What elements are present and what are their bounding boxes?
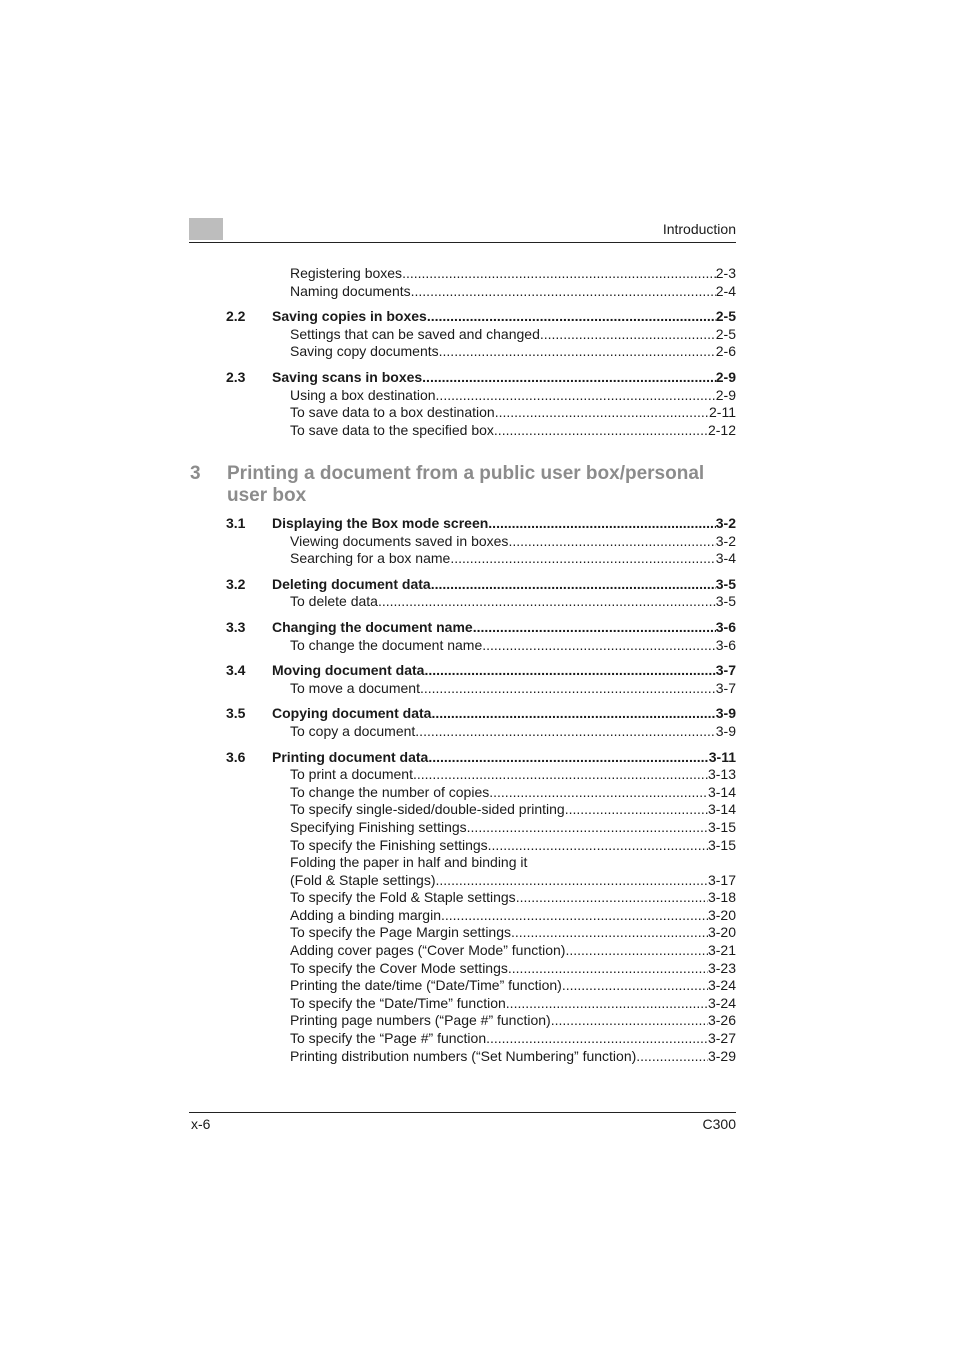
toc-leader-dots	[488, 837, 708, 855]
toc-gap	[190, 697, 736, 705]
toc-leader-dots	[431, 705, 715, 723]
toc-entry-text: Registering boxes	[290, 265, 403, 281]
toc-section-entry[interactable]	[190, 576, 736, 594]
toc-page-number: 2-5	[715, 308, 736, 325]
toc-leader-dots	[516, 889, 708, 907]
toc-leader-dots	[378, 593, 716, 611]
toc-entry-text: Deleting document data	[272, 575, 431, 592]
toc-subentry[interactable]	[190, 343, 736, 361]
toc-subentry[interactable]	[190, 387, 736, 405]
toc-leader-dots	[431, 576, 716, 594]
toc-leader-dots	[489, 784, 708, 802]
toc-entry-number	[190, 907, 290, 925]
toc-page-number: 3-20	[707, 924, 736, 941]
toc-page-number: 3-24	[707, 994, 736, 1011]
toc-entry-number	[190, 422, 290, 440]
toc-entry-text: To change the document name	[290, 636, 483, 653]
toc-leader-dots	[551, 1012, 708, 1030]
toc-entry-number	[190, 1012, 290, 1030]
toc-entry-number	[190, 533, 290, 551]
toc-page-number: 2-9	[715, 368, 736, 385]
toc-entry-text: To save data to the specified box	[290, 421, 494, 438]
toc-page-number: 3-9	[715, 722, 736, 739]
toc-entry-text: To save data to a box destination	[290, 404, 495, 421]
toc-entry-text: Displaying the Box mode screen	[272, 515, 489, 531]
toc-entry-text: To change the number of copies	[290, 783, 490, 800]
toc-entry-number	[190, 960, 290, 978]
toc-entry-text: Printing page numbers (“Page #” function)	[290, 1012, 551, 1029]
toc-subentry[interactable]	[190, 960, 736, 978]
toc-entry-number: 2.2	[226, 308, 246, 325]
toc-leader-dots	[411, 283, 716, 301]
toc-subentry[interactable]	[190, 907, 736, 925]
footer-model: C300	[702, 1116, 736, 1132]
toc-entry-number	[190, 784, 290, 802]
toc-entry-number	[190, 977, 290, 995]
toc-gap	[190, 300, 736, 308]
toc-entry-number	[190, 265, 290, 283]
toc-entry-text: To copy a document	[290, 722, 416, 739]
toc-entry-number	[190, 854, 290, 872]
toc-page-number: 3-20	[707, 906, 736, 923]
toc-entry-number	[190, 593, 290, 611]
toc-section-entry[interactable]	[190, 662, 736, 680]
chapter-heading	[190, 463, 736, 507]
toc-subentry[interactable]	[190, 995, 736, 1013]
toc-entry-text: Moving document data	[272, 662, 425, 679]
toc-leader-dots	[486, 1030, 708, 1048]
toc-entry-text: To delete data	[290, 593, 378, 610]
toc-entry-text: Copying document data	[272, 705, 432, 722]
toc-subentry[interactable]	[190, 680, 736, 698]
toc-entry-text: Printing the date/time (“Date/Time” function)	[290, 977, 562, 994]
toc-leader-dots	[402, 265, 716, 283]
toc-page-number: 3-14	[707, 783, 736, 800]
toc-leader-dots	[424, 662, 715, 680]
toc-subentry[interactable]	[190, 889, 736, 907]
toc-page-number: 3-21	[707, 942, 736, 959]
toc-leader-dots	[565, 942, 708, 960]
toc-page-number: 2-4	[715, 282, 736, 299]
toc-leader-dots	[540, 326, 716, 344]
toc-subentry[interactable]	[190, 819, 736, 837]
toc-entry-number	[190, 801, 290, 819]
toc-page-number: 3-14	[707, 801, 736, 818]
toc-entry-number	[190, 995, 290, 1013]
toc-section-entry[interactable]	[190, 619, 736, 637]
toc-entry-text: Using a box destination	[290, 386, 436, 403]
toc-subentry[interactable]	[190, 533, 736, 551]
toc-section-entry[interactable]	[190, 308, 736, 326]
toc-entry-number	[190, 404, 290, 422]
toc-subentry[interactable]	[190, 837, 736, 855]
header-tab-block	[189, 218, 223, 240]
toc-entry-number: 3.6	[226, 748, 246, 765]
toc-gap	[190, 361, 736, 369]
toc-entry-text: To move a document	[290, 679, 420, 696]
toc-page-number: 3-24	[707, 977, 736, 994]
toc-page-number: 3-5	[715, 593, 736, 610]
toc-entry-number	[190, 723, 290, 741]
footer-rule	[189, 1112, 736, 1113]
toc-leader-dots	[441, 907, 708, 925]
toc-entry-number	[190, 819, 290, 837]
toc-subentry[interactable]	[190, 1012, 736, 1030]
toc-leader-dots	[508, 533, 715, 551]
chapter-title: Printing a document from a public user box/personal user box	[227, 463, 705, 506]
toc-subentry[interactable]	[190, 977, 736, 995]
toc-leader-dots	[506, 995, 708, 1013]
toc-section-chapter-3	[190, 515, 736, 1065]
toc-entry-text: To specify single-sided/double-sided printing	[290, 801, 565, 818]
toc-subentry[interactable]	[190, 265, 736, 283]
toc-gap	[190, 741, 736, 749]
toc-section-entry[interactable]	[190, 705, 736, 723]
toc-entry-number	[190, 343, 290, 361]
toc-leader-dots	[422, 369, 716, 387]
toc-page-number: 2-3	[715, 265, 736, 281]
toc-entry-text: Settings that can be saved and changed	[290, 325, 540, 342]
toc-subentry[interactable]	[190, 872, 736, 890]
toc-subentry[interactable]	[190, 924, 736, 942]
toc-page-number: 2-6	[715, 343, 736, 360]
toc-subentry[interactable]	[190, 1030, 736, 1048]
toc-entry-number	[190, 387, 290, 405]
toc-page-number: 2-11	[709, 404, 736, 421]
toc-leader-dots	[511, 924, 708, 942]
toc-entry-number	[190, 283, 290, 301]
toc-page-number: 3-7	[715, 679, 736, 696]
toc-page-number: 3-27	[707, 1030, 736, 1047]
toc-page-number: 2-9	[715, 386, 736, 403]
toc-subentry[interactable]	[190, 593, 736, 611]
toc-entry-text: To specify the Page Margin settings	[290, 924, 512, 941]
toc-entry-text: To specify the “Page #” function	[290, 1030, 487, 1047]
toc-subentry[interactable]	[190, 854, 736, 872]
toc-leader-dots	[494, 422, 708, 440]
toc-page-number: 3-9	[715, 705, 736, 722]
toc-entry-number: 3.1	[226, 515, 246, 531]
toc-entry-number	[190, 1048, 290, 1066]
toc-entry-text: Naming documents	[290, 282, 411, 299]
running-header-title: Introduction	[662, 221, 736, 237]
toc-page-number: 3-23	[707, 959, 736, 976]
toc-leader-dots	[420, 680, 716, 698]
toc-page-number: 3-18	[707, 889, 736, 906]
toc-entry-text: Viewing documents saved in boxes	[290, 532, 509, 549]
toc-page-number: 3-5	[715, 575, 736, 592]
toc-entry-number	[190, 942, 290, 960]
toc-page-number: 3-15	[707, 818, 736, 835]
toc-leader-dots	[482, 637, 716, 655]
toc-page-number: 3-13	[707, 766, 736, 783]
toc-entry-text: (Fold & Staple settings)	[290, 871, 436, 888]
toc-leader-dots	[495, 404, 709, 422]
header-rule	[189, 242, 736, 243]
toc-page-number: 3-11	[708, 748, 736, 765]
toc-page-number: 3-2	[715, 515, 736, 531]
toc-subentry[interactable]	[190, 801, 736, 819]
toc-page-number: 3-26	[707, 1012, 736, 1029]
toc-page-number: 3-6	[715, 636, 736, 653]
toc-leader-dots	[636, 1048, 708, 1066]
toc-entry-number: 3.5	[226, 705, 246, 722]
toc-subentry[interactable]	[190, 637, 736, 655]
toc-entry-text: Searching for a box name	[290, 550, 451, 567]
toc-entry-number	[190, 872, 290, 890]
toc-entry-number	[190, 680, 290, 698]
toc-entry-number: 2.3	[226, 368, 246, 385]
toc-leader-dots	[436, 387, 716, 405]
toc-entry-text: Saving scans in boxes	[272, 368, 423, 385]
toc-gap	[190, 654, 736, 662]
toc-leader-dots	[428, 749, 708, 767]
toc-section-entry[interactable]	[190, 749, 736, 767]
toc-entry-text: Printing distribution numbers (“Set Numbering” function)	[290, 1047, 637, 1064]
toc-subentry[interactable]	[190, 766, 736, 784]
toc-subentry[interactable]	[190, 404, 736, 422]
toc-entry-number: 3.2	[226, 575, 246, 592]
toc-section-entry[interactable]	[190, 369, 736, 387]
toc-subentry[interactable]	[190, 422, 736, 440]
toc-entry-text: Adding a binding margin	[290, 906, 441, 923]
toc-leader-dots	[508, 960, 708, 978]
toc-subentry[interactable]	[190, 1048, 736, 1066]
toc-entry-text: Saving copies in boxes	[272, 308, 427, 325]
toc-page-number: 3-15	[707, 836, 736, 853]
toc-leader-dots	[467, 819, 708, 837]
toc-section-entry[interactable]	[190, 515, 736, 533]
toc-entry-number	[190, 924, 290, 942]
toc-entry-number	[190, 326, 290, 344]
toc-page-number: 3-29	[707, 1047, 736, 1064]
toc-subentry[interactable]	[190, 942, 736, 960]
toc-leader-dots	[450, 550, 715, 568]
toc-subentry[interactable]	[190, 723, 736, 741]
toc-entry-text: Folding the paper in half and binding it	[290, 854, 528, 871]
toc-leader-dots	[413, 766, 708, 784]
chapter-number: 3	[190, 463, 201, 484]
toc-leader-dots	[565, 801, 708, 819]
toc-gap	[190, 611, 736, 619]
toc-section-top	[190, 265, 736, 439]
toc-leader-dots	[427, 308, 716, 326]
toc-subentry[interactable]	[190, 784, 736, 802]
toc-entry-text: To specify the Finishing settings	[290, 836, 488, 853]
toc-entry-number	[190, 1030, 290, 1048]
toc-subentry[interactable]	[190, 326, 736, 344]
toc-entry-number	[190, 550, 290, 568]
toc-page-number: 3-2	[715, 532, 736, 549]
toc-subentry[interactable]	[190, 550, 736, 568]
toc-page-number: 3-7	[715, 662, 736, 679]
toc-entry-text: Saving copy documents	[290, 343, 439, 360]
toc-entry-number: 3.4	[226, 662, 246, 679]
toc-entry-text: To specify the “Date/Time” function	[290, 994, 506, 1011]
toc-page-number: 3-6	[715, 618, 736, 635]
toc-leader-dots	[562, 977, 708, 995]
toc-leader-dots	[488, 515, 715, 533]
toc-page-number: 2-12	[707, 421, 736, 438]
toc-entry-number	[190, 837, 290, 855]
toc-entry-number: 3.3	[226, 618, 246, 635]
toc-subentry[interactable]	[190, 283, 736, 301]
footer-page-number: x-6	[191, 1116, 211, 1132]
toc-leader-dots	[439, 343, 716, 361]
toc-entry-number	[190, 889, 290, 907]
toc-page-number: 2-5	[715, 325, 736, 342]
toc-leader-dots	[415, 723, 715, 741]
toc-page-number: 3-17	[707, 871, 736, 888]
toc-entry-text: Printing document data	[272, 748, 429, 765]
toc-gap	[190, 568, 736, 576]
toc-entry-number	[190, 637, 290, 655]
toc-entry-text: To specify the Fold & Staple settings	[290, 889, 516, 906]
toc-entry-text: To print a document	[290, 766, 413, 783]
toc-leader-dots	[436, 872, 708, 890]
toc-entry-text: Changing the document name	[272, 618, 473, 635]
toc-page-number: 3-4	[715, 550, 736, 567]
toc-leader-dots	[473, 619, 716, 637]
toc-entry-number	[190, 766, 290, 784]
toc-entry-text: Adding cover pages (“Cover Mode” function)	[290, 942, 566, 959]
toc-entry-text: To specify the Cover Mode settings	[290, 959, 508, 976]
toc-entry-text: Specifying Finishing settings	[290, 818, 467, 835]
